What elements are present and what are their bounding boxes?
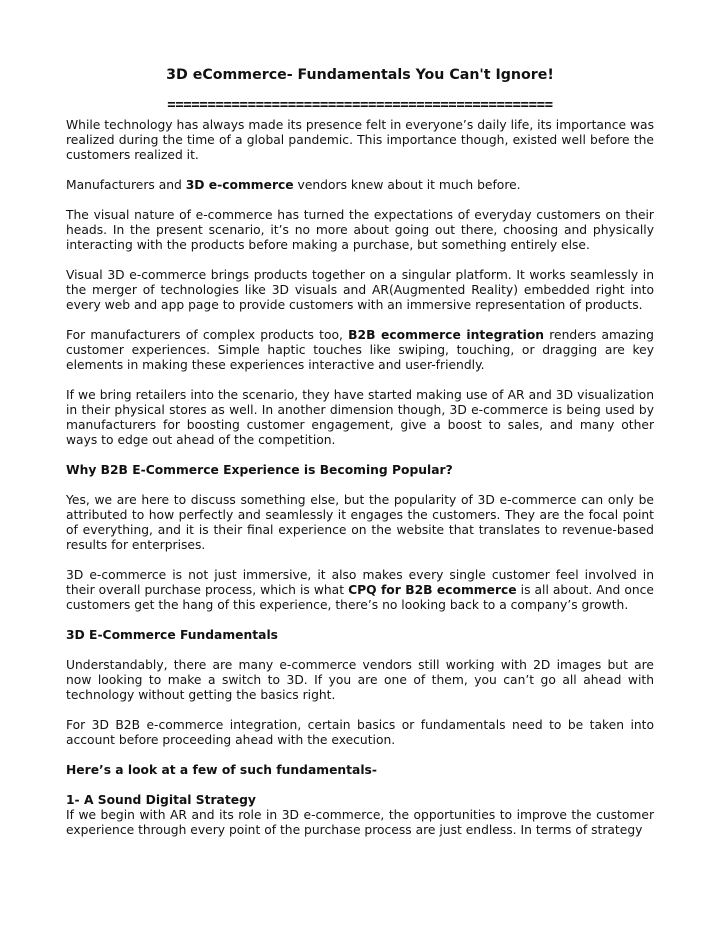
paragraph bbox=[66, 328, 654, 373]
bold-keyword: CPQ for B2B ecommerce bbox=[348, 583, 517, 597]
paragraph-text: For manufacturers of complex products too, bbox=[66, 328, 349, 342]
paragraph-text: Manufacturers and bbox=[66, 178, 186, 192]
paragraph-text: is all about. And once customers get the hang of this experience, there’s no looking back to a company’s growth. bbox=[66, 583, 654, 612]
paragraph: Visual 3D e-commerce brings products together on a singular platform. It works seamlessly in the merger of technologies like 3D visuals and AR(Augmented Reality) embedded right into every web and app page to provide customers with an immersive representation of products. bbox=[66, 268, 654, 312]
paragraph bbox=[66, 178, 654, 193]
paragraph: Yes, we are here to discuss something else, but the popularity of 3D e-commerce can only be attributed to how perfectly and seamlessly it engages the customers. They are the focal point of everything, and it is their final experience on the website that translates to revenue-based results for enterprises. bbox=[66, 493, 654, 552]
section-heading: Here’s a look at a few of such fundamentals- bbox=[66, 763, 377, 777]
paragraph bbox=[66, 568, 654, 613]
bold-keyword: 3D e-commerce bbox=[185, 178, 294, 192]
paragraph: For 3D B2B e-commerce integration, certain basics or fundamentals need to be taken into account before proceeding ahead with the execution. bbox=[66, 718, 654, 747]
paragraph: The visual nature of e-commerce has turned the expectations of everyday customers on their heads. In the present scenario, it’s no more about going out there, choosing and physically interacting with the products before making a purchase, but something entirely else. bbox=[66, 208, 654, 252]
paragraph-text: renders amazing customer experiences. Simple haptic touches like swiping, touching, or dragging are key elements in making these experiences interactive and user-friendly. bbox=[66, 328, 654, 372]
paragraph: Understandably, there are many e-commerce vendors still working with 2D images but are now looking to make a switch to 3D. If you are one of them, you can’t go all ahead with technology without getting the basics right. bbox=[66, 658, 654, 702]
paragraph: While technology has always made its presence felt in everyone’s daily life, its importance was realized during the time of a global pandemic. This importance though, existed well before the customers realized it. bbox=[66, 118, 654, 162]
section-heading: 3D E-Commerce Fundamentals bbox=[66, 628, 278, 642]
document-body bbox=[66, 118, 654, 853]
subsection-heading: 1- A Sound Digital Strategy bbox=[66, 793, 256, 807]
paragraph-text: 3D e-commerce is not just immersive, it also makes every single customer feel involved in their overall purchase process, which is what bbox=[66, 568, 654, 597]
document-title: 3D eCommerce- Fundamentals You Can't Ignore! bbox=[166, 67, 554, 83]
section-heading: Why B2B E-Commerce Experience is Becoming Popular? bbox=[66, 463, 453, 477]
paragraph-text: vendors knew about it much before. bbox=[293, 178, 521, 192]
paragraph: If we begin with AR and its role in 3D e-commerce, the opportunities to improve the customer experience through every point of the purchase process are just endless. In terms of strategy bbox=[66, 808, 654, 837]
paragraph: If we bring retailers into the scenario, they have started making use of AR and 3D visualization in their physical stores as well. In another dimension though, 3D e-commerce is being used by manufacturers for boosting customer engagement, give a boost to sales, and many other ways to edge out ahead of the competition. bbox=[66, 388, 654, 447]
title-divider: ================================================ bbox=[167, 97, 553, 113]
bold-keyword: B2B ecommerce integration bbox=[348, 328, 545, 342]
